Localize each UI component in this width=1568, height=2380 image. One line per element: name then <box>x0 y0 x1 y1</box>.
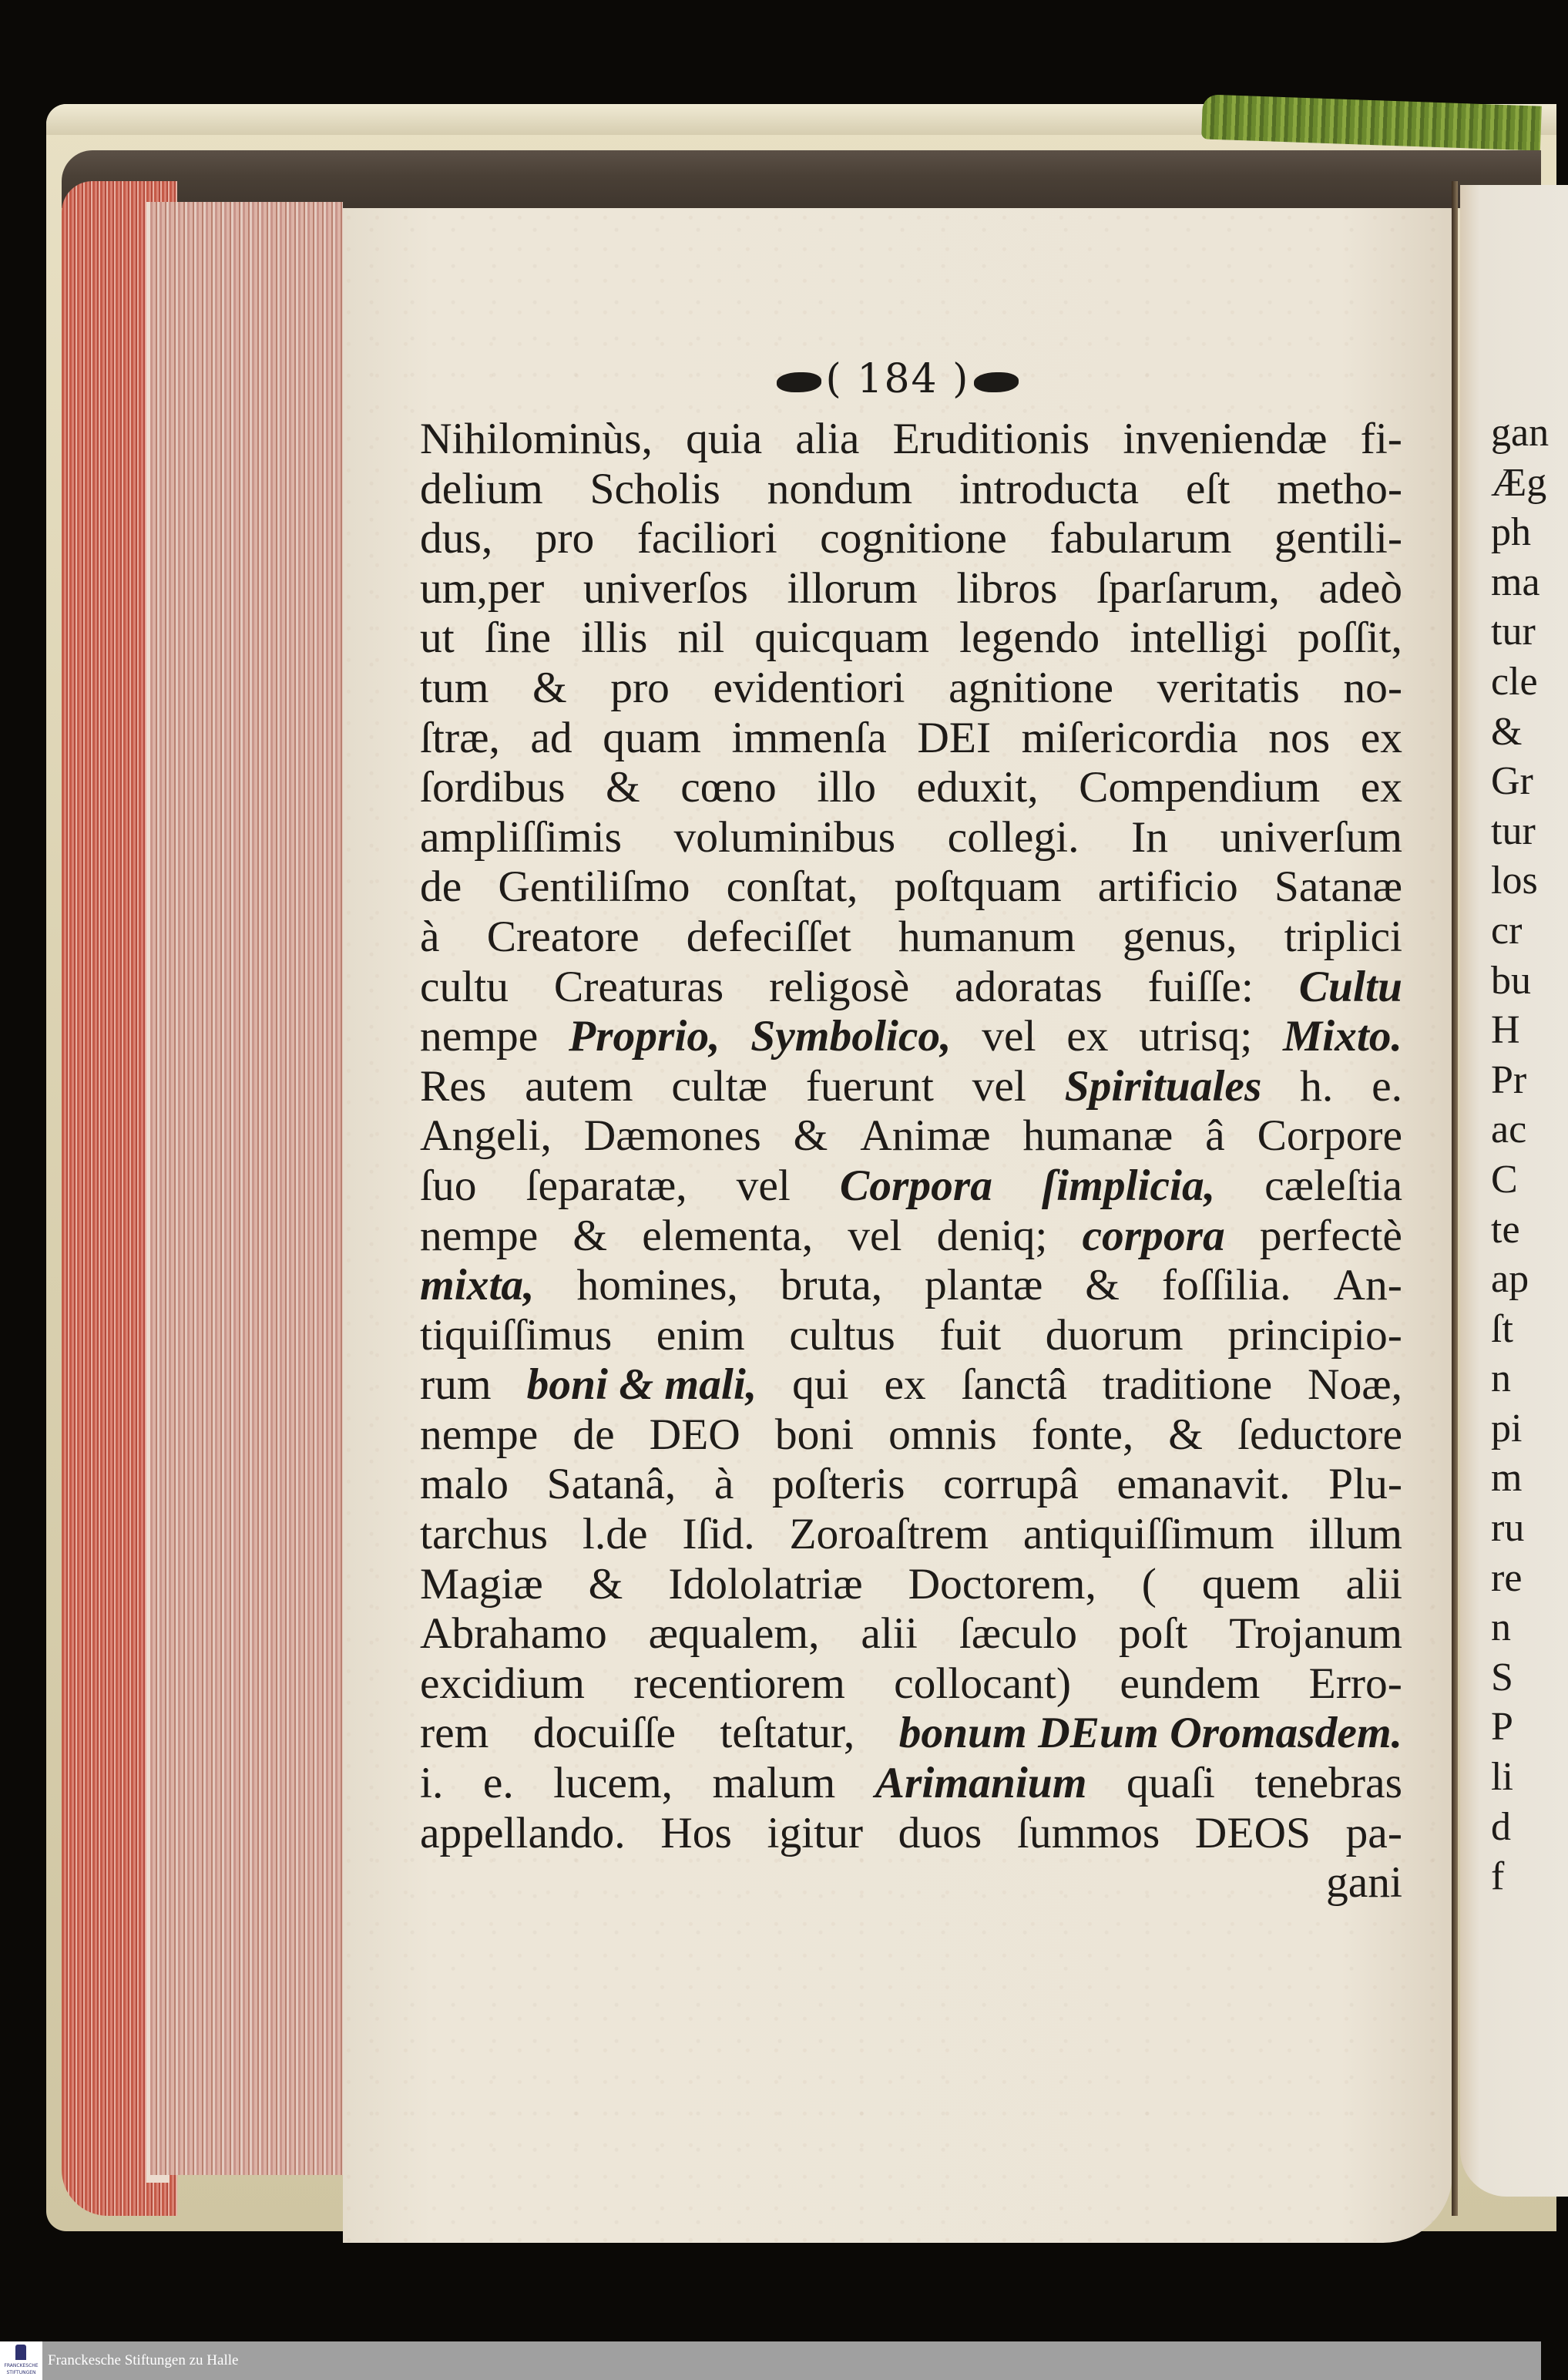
word: enim <box>656 1310 745 1360</box>
word: illorum <box>787 563 918 613</box>
word: cultus <box>789 1310 895 1360</box>
word: um,per <box>420 563 545 613</box>
word: & <box>1168 1410 1204 1459</box>
word: & <box>572 1211 608 1260</box>
word: evidentiori <box>713 663 905 712</box>
word: introducta <box>959 464 1140 513</box>
text-line <box>420 1261 1402 1311</box>
facing-page-fragment: ac <box>1491 1108 1527 1152</box>
word: excidium <box>420 1659 585 1708</box>
word: ( <box>1141 1559 1157 1609</box>
text-line <box>420 1111 1402 1161</box>
word: corrupâ <box>943 1460 1079 1509</box>
text-line <box>420 1560 1402 1610</box>
facing-page-fragment: tur <box>1491 808 1536 853</box>
facing-page-fragment: cle <box>1491 659 1538 704</box>
word: Hos <box>660 1808 732 1857</box>
word: fabularum <box>1049 514 1232 563</box>
word: religosè <box>769 962 910 1011</box>
word: ſtræ, <box>420 713 500 762</box>
facing-page-fragment: H <box>1491 1008 1520 1053</box>
word: delium <box>420 464 543 513</box>
word: Angeli, <box>420 1111 552 1161</box>
word: pa- <box>1345 1808 1402 1857</box>
word: ſummos <box>1016 1808 1160 1857</box>
word: Eruditionis <box>892 415 1090 463</box>
facing-page-fragment: P <box>1491 1705 1513 1750</box>
facing-page-fragment: li <box>1491 1755 1513 1800</box>
word: fi- <box>1360 415 1402 463</box>
word: e. <box>1372 1061 1402 1111</box>
facing-page-fragment: f <box>1491 1854 1505 1899</box>
word: ex <box>1360 763 1402 812</box>
word: alii <box>861 1609 918 1659</box>
word: boni <box>774 1410 855 1459</box>
text-line <box>420 714 1402 764</box>
text-line <box>420 514 1402 564</box>
word: Nihilominùs, <box>420 415 653 463</box>
word: In <box>1131 812 1169 862</box>
facing-page-fragment: ph <box>1491 510 1531 555</box>
word: Scholis <box>589 464 720 513</box>
text-line <box>420 664 1402 714</box>
word: æqualem, <box>648 1609 820 1659</box>
word: cognitione <box>820 514 1007 563</box>
word: Doctorem, <box>908 1559 1096 1609</box>
word: DEI <box>917 713 992 762</box>
body-lines <box>420 415 1402 1858</box>
word: perfectè <box>1259 1211 1402 1260</box>
word: quia <box>686 415 763 463</box>
word: Creatore <box>486 912 640 961</box>
word: metho- <box>1277 464 1402 513</box>
text-line <box>420 1311 1402 1361</box>
word: vel <box>972 1061 1026 1111</box>
word: Noæ, <box>1307 1360 1402 1410</box>
word: conſtat, <box>726 862 858 912</box>
word: An- <box>1333 1261 1402 1310</box>
facing-page-fragment: Æg <box>1491 460 1547 505</box>
word: e. <box>482 1759 514 1808</box>
logo-figure-icon <box>15 2345 26 2360</box>
word: foſſilia. <box>1161 1261 1291 1310</box>
word: malum <box>712 1759 836 1808</box>
word: boni & mali, <box>526 1360 757 1410</box>
text-line <box>420 564 1402 614</box>
word: poſtquam <box>894 862 1062 912</box>
text-line <box>420 913 1402 963</box>
word: legendo <box>959 613 1100 663</box>
text-line <box>420 465 1402 515</box>
word: corpora <box>1082 1211 1225 1260</box>
word: vel <box>848 1211 902 1260</box>
word: & <box>588 1559 623 1609</box>
word: DEOS <box>1194 1808 1311 1857</box>
word: ſæculo <box>959 1609 1078 1659</box>
word: fuit <box>939 1310 1002 1360</box>
facing-page-fragment: m <box>1491 1456 1523 1501</box>
word: mixta, <box>420 1261 535 1310</box>
word: nos <box>1268 713 1331 762</box>
word: DEO <box>649 1410 740 1459</box>
word: ſparſarum, <box>1096 563 1280 613</box>
facing-page-fragment: ma <box>1491 560 1540 604</box>
word: ex <box>1360 713 1402 762</box>
word: quem <box>1201 1559 1301 1609</box>
word: poſſit, <box>1298 613 1402 663</box>
catchword: gani <box>1326 1858 1402 1908</box>
word: recentiorem <box>633 1659 845 1708</box>
logo-text-line-1: FRANCKESCHE <box>4 2363 39 2368</box>
page-header <box>343 355 1452 404</box>
institution-name: Franckesche Stiftungen zu Halle <box>48 2352 239 2368</box>
word: agnitione <box>949 663 1114 712</box>
facing-page-fragment: te <box>1491 1207 1520 1252</box>
facing-page-fragment: C <box>1491 1157 1518 1202</box>
logo-text-line-2: STIFTUNGEN <box>6 2370 36 2375</box>
gutter <box>1452 181 1458 2216</box>
word: omnis <box>888 1410 997 1459</box>
word: vel <box>736 1161 791 1210</box>
word: Animæ <box>860 1111 991 1161</box>
word: Iſid. <box>682 1510 755 1559</box>
text-line <box>420 1161 1402 1212</box>
word: cultæ <box>671 1061 767 1111</box>
word: adoratas <box>955 962 1103 1011</box>
text-line <box>420 613 1402 664</box>
text-line <box>420 415 1402 465</box>
word: Idololatriæ <box>668 1559 863 1609</box>
word: voluminibus <box>673 812 896 862</box>
word: eundem <box>1120 1659 1261 1708</box>
word: ſuo <box>420 1161 477 1210</box>
word: ſimplicia, <box>1041 1161 1216 1210</box>
facing-page-fragment: S <box>1491 1655 1513 1699</box>
facing-page-fragment: los <box>1491 859 1538 903</box>
text-line <box>420 1609 1402 1659</box>
word: â <box>1205 1111 1225 1161</box>
word: quaſi <box>1126 1759 1215 1808</box>
word: cœno <box>680 763 777 812</box>
text-line <box>420 1410 1402 1461</box>
word: igitur <box>767 1808 864 1857</box>
word: ex <box>884 1360 926 1410</box>
facing-page-fragment: tur <box>1491 610 1536 654</box>
word: qui <box>792 1360 849 1410</box>
word: gentili- <box>1274 514 1402 563</box>
word: tenebras <box>1254 1759 1402 1808</box>
word: Cultu <box>1298 962 1402 1011</box>
facing-page-fragment: n <box>1491 1605 1511 1650</box>
word: univerſos <box>583 563 748 613</box>
text-line <box>420 1709 1402 1759</box>
word: ad <box>530 713 572 762</box>
page-stack-edge <box>150 202 343 2175</box>
word: ſeparatæ, <box>525 1161 687 1210</box>
word: no- <box>1343 663 1402 712</box>
word: inveniendæ <box>1123 415 1328 463</box>
word: teſtatur, <box>720 1709 855 1758</box>
word: Magiæ <box>420 1559 543 1609</box>
text-line <box>420 1809 1402 1859</box>
word: & <box>793 1111 828 1161</box>
footer-bar <box>0 2341 1541 2380</box>
facing-page-text <box>1491 408 1549 1902</box>
facing-page-fragment: gan <box>1491 411 1550 455</box>
word: humanum <box>898 912 1076 961</box>
ornament-left-icon <box>777 372 821 392</box>
word: antiquiſſimum <box>1022 1510 1274 1559</box>
word: duorum <box>1045 1310 1184 1360</box>
word: tiquiſſimus <box>420 1310 613 1360</box>
word: utrisq; <box>1139 1012 1253 1061</box>
word: Zoroaſtrem <box>789 1510 989 1559</box>
word: nempe <box>420 1410 539 1459</box>
word: malo <box>420 1460 509 1509</box>
word: Res <box>420 1061 487 1111</box>
word: libros <box>956 563 1058 613</box>
word: homines, <box>576 1261 738 1310</box>
word: Erro- <box>1308 1659 1402 1708</box>
word: Symbolico, <box>750 1012 952 1061</box>
word: Abrahamo <box>420 1609 607 1659</box>
word: de <box>572 1410 615 1459</box>
word: Gentiliſmo <box>498 862 690 912</box>
facing-page-fragment: n <box>1491 1356 1511 1401</box>
ornament-right-icon <box>974 372 1019 392</box>
word: miſericordia <box>1021 713 1238 762</box>
word: ex <box>1066 1012 1109 1061</box>
word: defeciſſet <box>686 912 851 961</box>
word: docuiſſe <box>532 1709 676 1758</box>
word: quam <box>603 713 701 762</box>
text-line <box>420 1012 1402 1062</box>
word: bonum DEum Oromasdem. <box>898 1709 1402 1758</box>
facing-page-fragment: cr <box>1491 908 1523 953</box>
word: deniq; <box>936 1211 1048 1260</box>
word: Dæmones <box>583 1111 761 1161</box>
text-line <box>420 1759 1402 1809</box>
text-line <box>420 1360 1402 1410</box>
word: ſanctâ <box>961 1360 1067 1410</box>
word: Satanâ, <box>546 1460 677 1509</box>
word: Trojanum <box>1229 1609 1402 1659</box>
word: nempe <box>420 1211 539 1260</box>
word: pro <box>610 663 670 712</box>
word: plantæ <box>925 1261 1043 1310</box>
word: fonte, <box>1031 1410 1134 1459</box>
word: Plu- <box>1328 1460 1402 1509</box>
word: Proprio, <box>569 1012 720 1061</box>
word: autem <box>525 1061 633 1111</box>
text-line <box>420 813 1402 863</box>
text-line <box>420 862 1402 913</box>
word: illo <box>817 763 876 812</box>
book-page <box>343 208 1452 2243</box>
logo-text <box>0 2362 42 2376</box>
facing-page-fragment: Gr <box>1491 759 1533 804</box>
text-line <box>420 1460 1402 1510</box>
word: principio- <box>1227 1310 1402 1360</box>
word: alia <box>795 415 860 463</box>
word: Corpore <box>1257 1111 1402 1161</box>
page-block-top-edge <box>62 150 1541 208</box>
word: traditione <box>1102 1360 1273 1410</box>
word: & <box>532 663 567 712</box>
word: Spirituales <box>1064 1061 1262 1111</box>
word: veritatis <box>1157 663 1300 712</box>
word: vel <box>982 1012 1036 1061</box>
facing-page-fragment: ſt <box>1491 1306 1513 1351</box>
word: bruta, <box>780 1261 883 1310</box>
text-line <box>420 963 1402 1013</box>
word: nondum <box>767 464 913 513</box>
word: ampliſſimis <box>420 812 622 862</box>
word: de <box>420 862 462 912</box>
word: poſteris <box>772 1460 905 1509</box>
word: eſt <box>1185 464 1231 513</box>
word: nempe <box>420 1012 539 1061</box>
word: illum <box>1308 1510 1402 1559</box>
facing-page <box>1460 185 1568 2197</box>
word: ut <box>420 613 455 663</box>
facing-page-fragment: pi <box>1491 1406 1523 1451</box>
word: i. <box>420 1759 444 1808</box>
word: poſt <box>1118 1609 1188 1659</box>
institution-logo <box>0 2341 42 2380</box>
word: immenſa <box>731 713 887 762</box>
word: Mixto. <box>1282 1012 1402 1061</box>
word: & <box>606 763 640 812</box>
word: intelligi <box>1130 613 1268 663</box>
word: nil <box>677 613 725 663</box>
facing-page-fragment: d <box>1491 1804 1511 1849</box>
word: Corpora <box>839 1161 992 1210</box>
word: tum <box>420 663 489 712</box>
word: à <box>713 1460 734 1509</box>
word: alii <box>1345 1559 1402 1609</box>
word: ſine <box>484 613 552 663</box>
facing-page-fragment: re <box>1491 1555 1523 1600</box>
word: appellando. <box>420 1808 626 1857</box>
word: & <box>1085 1261 1120 1310</box>
text-line <box>420 763 1402 813</box>
text-line <box>420 1062 1402 1112</box>
word: univerſum <box>1220 812 1402 862</box>
word: Arimanium <box>875 1759 1087 1808</box>
facing-page-fragment: bu <box>1491 958 1531 1003</box>
word: Compendium <box>1079 763 1321 812</box>
word: Satanæ <box>1274 862 1402 912</box>
word: humanæ <box>1022 1111 1173 1161</box>
body-text <box>420 415 1402 1908</box>
word: dus, <box>420 514 493 563</box>
word: h. <box>1300 1061 1334 1111</box>
word: collegi. <box>947 812 1079 862</box>
word: faciliori <box>636 514 777 563</box>
page-number: ( 184 ) <box>825 356 970 402</box>
text-line <box>420 1510 1402 1560</box>
word: fuerunt <box>805 1061 934 1111</box>
text-line <box>420 1212 1402 1262</box>
word: cultu <box>420 962 509 1011</box>
word: rum <box>420 1360 492 1410</box>
word: illis <box>581 613 648 663</box>
word: fuiſſe: <box>1147 962 1254 1011</box>
word: ſordibus <box>420 763 566 812</box>
word: à <box>420 912 440 961</box>
word: l.de <box>582 1510 648 1559</box>
word: lucem, <box>553 1759 673 1808</box>
word: cæleſtia <box>1264 1161 1402 1210</box>
text-line <box>420 1659 1402 1709</box>
word: emanavit. <box>1116 1460 1291 1509</box>
facing-page-fragment: ru <box>1491 1506 1525 1551</box>
word: duos <box>898 1808 982 1857</box>
facing-page-fragment: & <box>1491 709 1523 754</box>
word: quicquam <box>754 613 930 663</box>
word: tarchus <box>420 1510 549 1559</box>
facing-page-fragment: ap <box>1491 1257 1529 1302</box>
word: Creaturas <box>553 962 724 1011</box>
word: artificio <box>1097 862 1238 912</box>
word: ſeductore <box>1237 1410 1402 1459</box>
facing-page-fragment: Pr <box>1491 1057 1527 1102</box>
word: pro <box>535 514 595 563</box>
word: adeò <box>1318 563 1402 613</box>
word: triplici <box>1284 912 1402 961</box>
word: elementa, <box>642 1211 814 1260</box>
word: eduxit, <box>916 763 1039 812</box>
word: collocant) <box>894 1659 1072 1708</box>
word: genus, <box>1122 912 1237 961</box>
word: rem <box>420 1709 489 1758</box>
